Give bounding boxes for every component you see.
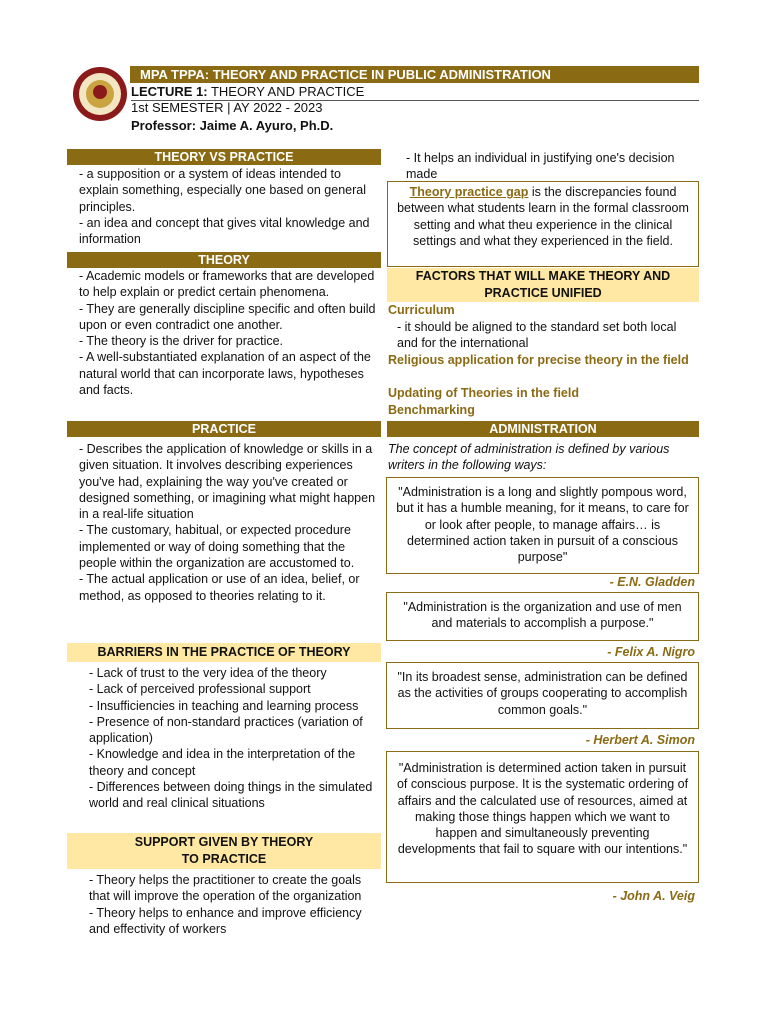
practice-heading: PRACTICE bbox=[67, 421, 381, 437]
lecture-line bbox=[131, 84, 699, 101]
list-item: - Differences between doing things in the simulated world and real clinical situations bbox=[89, 780, 373, 811]
list-item: - an idea and concept that gives vital knowledge and information bbox=[79, 215, 370, 247]
theory-text bbox=[79, 268, 379, 398]
benchmarking: Benchmarking bbox=[388, 403, 475, 417]
quote-box-simon: "In its broadest sense, administration can be defined as the activities of groups cooperating to accomplish common goals." bbox=[386, 662, 699, 729]
quote-author-veig: - John A. Veig bbox=[612, 889, 695, 903]
lecture-label: LECTURE 1: bbox=[131, 84, 208, 99]
list-item: - The customary, habitual, or expected procedure implemented or way of doing something that the people within the organization are accustomed to. bbox=[79, 523, 355, 571]
practice-text bbox=[79, 441, 379, 604]
quote-box-veig: "Administration is determined action taken in pursuit of conscious purpose. It is the systematic ordering of affairs and the calculated use of resources, aimed at making those things happen which we want to happen and simultaneously preventing developments that fail to square with our intentions." bbox=[386, 751, 699, 883]
support-heading-line2: TO PRACTICE bbox=[181, 852, 267, 866]
justification-line: - It helps an individual in justifying one's decision made bbox=[406, 151, 675, 182]
list-item: - Presence of non-standard practices (variation of application) bbox=[89, 714, 363, 746]
list-item: - Theory helps the practitioner to create the goals that will improve the operation of the organization bbox=[89, 873, 362, 904]
support-text bbox=[89, 872, 381, 937]
theory-vs-practice-heading: THEORY VS PRACTICE bbox=[67, 149, 381, 165]
list-item: - Insufficiencies in teaching and learning process bbox=[89, 698, 359, 713]
quote-author-simon: - Herbert A. Simon bbox=[585, 733, 695, 747]
barriers-heading: BARRIERS IN THE PRACTICE OF THEORY bbox=[67, 643, 381, 662]
updating-theories: Updating of Theories in the field bbox=[388, 386, 579, 400]
list-item: - Describes the application of knowledge or skills in a given situation. It involves describing experiences you've had, explaining the way you've created or designed something, or imagining what might happen in a real-life situation bbox=[79, 442, 376, 522]
administration-intro: The concept of administration is defined by various writers in the following ways: bbox=[388, 442, 670, 473]
theory-heading: THEORY bbox=[67, 252, 381, 268]
course-title: MPA TPPA: THEORY AND PRACTICE IN PUBLIC ADMINISTRATION bbox=[130, 66, 699, 83]
barriers-text bbox=[89, 665, 381, 812]
gap-term: Theory practice gap bbox=[409, 185, 529, 199]
list-item: - A well-substantiated explanation of an aspect of the natural world that can incorporate laws, hypotheses and facts. bbox=[79, 350, 371, 398]
gap-definition: is the discrepancies found between what students learn in the formal classroom setting and what theu experience in the clinical settings and what they experienced in the field. bbox=[397, 185, 689, 248]
list-item: - The actual application or use of an idea, belief, or method, as opposed to theories relating to it. bbox=[79, 572, 360, 603]
administration-heading: ADMINISTRATION bbox=[387, 421, 699, 437]
curriculum-label: Curriculum bbox=[388, 303, 455, 317]
lecture-title: THEORY AND PRACTICE bbox=[207, 84, 365, 99]
list-item: - They are generally discipline specific and often build upon or even contradict one another. bbox=[79, 301, 376, 332]
theory-practice-gap-box bbox=[387, 181, 699, 267]
semester-line: 1st SEMESTER | AY 2022 - 2023 bbox=[131, 100, 323, 115]
university-seal-logo bbox=[72, 66, 128, 122]
list-item: - The theory is the driver for practice. bbox=[79, 334, 284, 349]
curriculum-text: - it should be aligned to the standard set both local and for the international bbox=[397, 320, 677, 351]
theory-vs-practice-text bbox=[79, 166, 379, 247]
list-item: - Academic models or frameworks that are developed to help explain or predict certain phenomena. bbox=[79, 269, 375, 300]
list-item: - Lack of perceived professional support bbox=[89, 682, 311, 697]
list-item: - Knowledge and idea in the interpretation of the theory and concept bbox=[89, 747, 356, 778]
factors-heading: FACTORS THAT WILL MAKE THEORY AND PRACTICE UNIFIED bbox=[387, 268, 699, 302]
professor-line: Professor: Jaime A. Ayuro, Ph.D. bbox=[131, 118, 334, 133]
quote-author-gladden: - E.N. Gladden bbox=[609, 575, 695, 589]
quote-box-nigro: "Administration is the organization and use of men and materials to accomplish a purpose." bbox=[386, 592, 699, 641]
list-item: - Lack of trust to the very idea of the theory bbox=[89, 666, 327, 680]
quote-author-nigro: - Felix A. Nigro bbox=[607, 645, 695, 659]
quote-box-gladden: "Administration is a long and slightly pompous word, but it has a humble meaning, for it means, to care for or look after people, to manage affairs… is determined action taken in pursuit of a conscious purpose" bbox=[386, 477, 699, 574]
religious-application: Religious application for precise theory in the field bbox=[388, 353, 689, 367]
support-heading-line1: SUPPORT GIVEN BY THEORY bbox=[134, 835, 314, 849]
list-item: - Theory helps to enhance and improve efficiency and effectivity of workers bbox=[89, 905, 362, 936]
support-heading bbox=[67, 833, 381, 869]
list-item: - a supposition or a system of ideas intended to explain something, especially one based on general principles. bbox=[79, 167, 366, 214]
